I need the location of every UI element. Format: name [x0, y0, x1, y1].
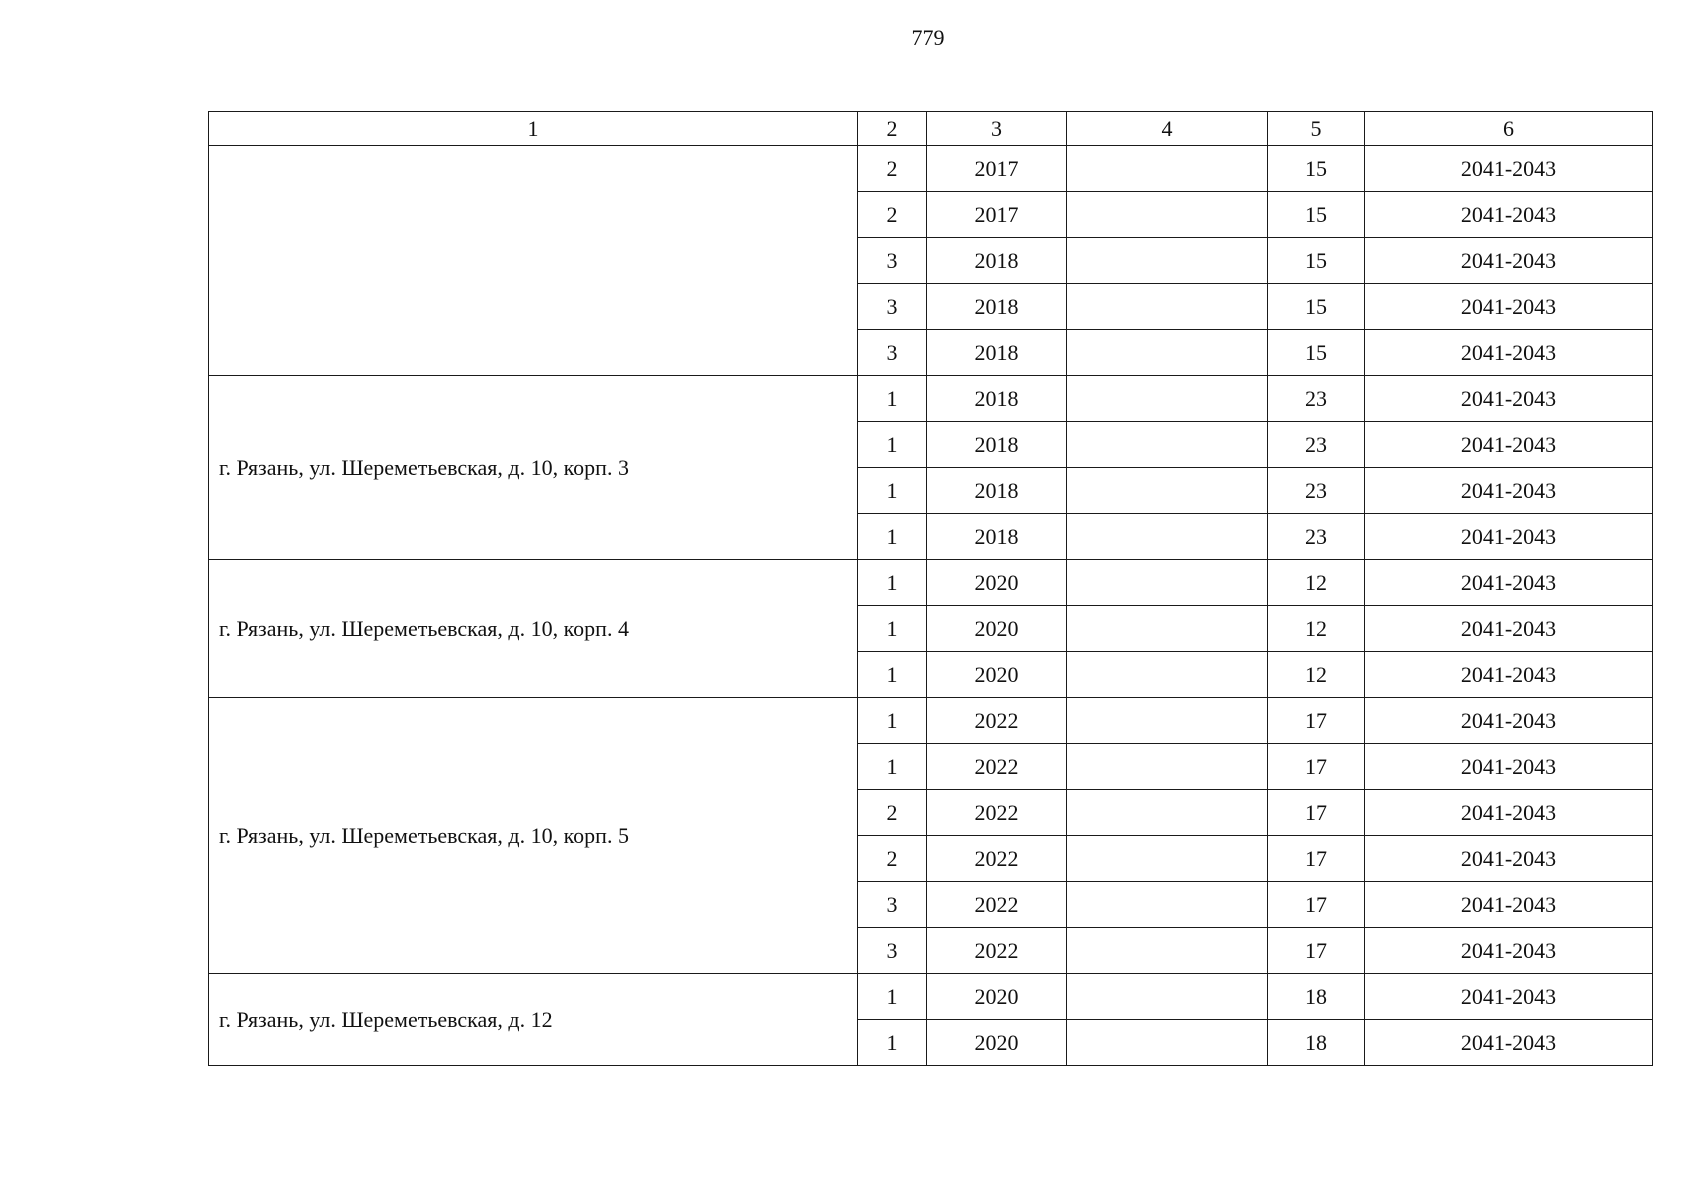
address-cell [209, 146, 858, 376]
cell-col-3: 2022 [927, 744, 1067, 790]
cell-col-4 [1067, 790, 1268, 836]
cell-col-4 [1067, 744, 1268, 790]
cell-col-3: 2020 [927, 1020, 1067, 1066]
cell-col-2: 2 [858, 836, 927, 882]
cell-col-5: 17 [1268, 790, 1365, 836]
cell-col-6: 2041-2043 [1365, 836, 1653, 882]
header-row [209, 112, 1653, 146]
cell-col-2: 1 [858, 560, 927, 606]
address-cell: г. Рязань, ул. Шереметьевская, д. 10, корп. 4 [209, 560, 858, 698]
cell-col-3: 2020 [927, 652, 1067, 698]
cell-col-5: 17 [1268, 882, 1365, 928]
cell-col-6: 2041-2043 [1365, 376, 1653, 422]
cell-col-5: 15 [1268, 238, 1365, 284]
cell-col-6: 2041-2043 [1365, 698, 1653, 744]
cell-col-5: 17 [1268, 744, 1365, 790]
cell-col-3: 2018 [927, 514, 1067, 560]
address-cell: г. Рязань, ул. Шереметьевская, д. 10, корп. 5 [209, 698, 858, 974]
cell-col-2: 2 [858, 790, 927, 836]
cell-col-2: 1 [858, 422, 927, 468]
cell-col-2: 3 [858, 284, 927, 330]
header-col-2: 2 [858, 112, 927, 146]
cell-col-2: 2 [858, 192, 927, 238]
cell-col-2: 1 [858, 974, 927, 1020]
cell-col-5: 23 [1268, 422, 1365, 468]
header-col-1: 1 [209, 112, 858, 146]
cell-col-5: 12 [1268, 652, 1365, 698]
cell-col-2: 1 [858, 606, 927, 652]
cell-col-4 [1067, 192, 1268, 238]
cell-col-3: 2022 [927, 882, 1067, 928]
cell-col-3: 2022 [927, 790, 1067, 836]
cell-col-3: 2017 [927, 192, 1067, 238]
cell-col-4 [1067, 330, 1268, 376]
cell-col-2: 1 [858, 1020, 927, 1066]
table-row [209, 698, 1653, 744]
cell-col-4 [1067, 514, 1268, 560]
table-body [209, 146, 1653, 1066]
cell-col-6: 2041-2043 [1365, 974, 1653, 1020]
address-cell: г. Рязань, ул. Шереметьевская, д. 10, корп. 3 [209, 376, 858, 560]
cell-col-5: 23 [1268, 468, 1365, 514]
cell-col-4 [1067, 468, 1268, 514]
cell-col-5: 17 [1268, 698, 1365, 744]
header-col-3: 3 [927, 112, 1067, 146]
cell-col-2: 3 [858, 330, 927, 376]
cell-col-5: 23 [1268, 514, 1365, 560]
cell-col-2: 1 [858, 376, 927, 422]
cell-col-3: 2022 [927, 836, 1067, 882]
header-col-4: 4 [1067, 112, 1268, 146]
cell-col-5: 12 [1268, 606, 1365, 652]
table-row [209, 560, 1653, 606]
cell-col-3: 2018 [927, 468, 1067, 514]
cell-col-6: 2041-2043 [1365, 606, 1653, 652]
cell-col-3: 2020 [927, 560, 1067, 606]
cell-col-4 [1067, 376, 1268, 422]
cell-col-5: 18 [1268, 974, 1365, 1020]
cell-col-6: 2041-2043 [1365, 284, 1653, 330]
cell-col-5: 23 [1268, 376, 1365, 422]
cell-col-4 [1067, 238, 1268, 284]
cell-col-2: 2 [858, 146, 927, 192]
cell-col-6: 2041-2043 [1365, 238, 1653, 284]
cell-col-2: 1 [858, 652, 927, 698]
cell-col-6: 2041-2043 [1365, 652, 1653, 698]
cell-col-6: 2041-2043 [1365, 422, 1653, 468]
cell-col-6: 2041-2043 [1365, 928, 1653, 974]
cell-col-5: 18 [1268, 1020, 1365, 1066]
table-header [209, 112, 1653, 146]
cell-col-4 [1067, 698, 1268, 744]
cell-col-6: 2041-2043 [1365, 882, 1653, 928]
cell-col-4 [1067, 882, 1268, 928]
table-row [209, 974, 1653, 1020]
cell-col-2: 3 [858, 928, 927, 974]
table-row [209, 376, 1653, 422]
cell-col-3: 2017 [927, 146, 1067, 192]
cell-col-2: 1 [858, 468, 927, 514]
cell-col-2: 1 [858, 514, 927, 560]
cell-col-5: 12 [1268, 560, 1365, 606]
cell-col-6: 2041-2043 [1365, 560, 1653, 606]
address-cell: г. Рязань, ул. Шереметьевская, д. 12 [209, 974, 858, 1066]
cell-col-6: 2041-2043 [1365, 146, 1653, 192]
cell-col-4 [1067, 836, 1268, 882]
cell-col-4 [1067, 974, 1268, 1020]
cell-col-3: 2020 [927, 974, 1067, 1020]
data-table [208, 111, 1653, 1066]
cell-col-6: 2041-2043 [1365, 1020, 1653, 1066]
cell-col-3: 2020 [927, 606, 1067, 652]
cell-col-4 [1067, 1020, 1268, 1066]
cell-col-2: 3 [858, 238, 927, 284]
cell-col-4 [1067, 652, 1268, 698]
cell-col-3: 2022 [927, 698, 1067, 744]
cell-col-3: 2018 [927, 422, 1067, 468]
cell-col-6: 2041-2043 [1365, 514, 1653, 560]
cell-col-5: 15 [1268, 330, 1365, 376]
cell-col-6: 2041-2043 [1365, 330, 1653, 376]
cell-col-4 [1067, 560, 1268, 606]
cell-col-6: 2041-2043 [1365, 790, 1653, 836]
cell-col-3: 2018 [927, 238, 1067, 284]
cell-col-2: 3 [858, 882, 927, 928]
header-col-5: 5 [1268, 112, 1365, 146]
cell-col-5: 15 [1268, 192, 1365, 238]
page-number: 779 [911, 25, 945, 50]
cell-col-3: 2022 [927, 928, 1067, 974]
cell-col-3: 2018 [927, 376, 1067, 422]
cell-col-4 [1067, 928, 1268, 974]
cell-col-5: 15 [1268, 146, 1365, 192]
cell-col-6: 2041-2043 [1365, 192, 1653, 238]
cell-col-5: 15 [1268, 284, 1365, 330]
cell-col-2: 1 [858, 744, 927, 790]
table-row [209, 146, 1653, 192]
cell-col-2: 1 [858, 698, 927, 744]
cell-col-3: 2018 [927, 284, 1067, 330]
header-col-6: 6 [1365, 112, 1653, 146]
cell-col-4 [1067, 146, 1268, 192]
cell-col-4 [1067, 422, 1268, 468]
cell-col-5: 17 [1268, 928, 1365, 974]
cell-col-3: 2018 [927, 330, 1067, 376]
cell-col-6: 2041-2043 [1365, 468, 1653, 514]
cell-col-6: 2041-2043 [1365, 744, 1653, 790]
cell-col-4 [1067, 284, 1268, 330]
cell-col-5: 17 [1268, 836, 1365, 882]
cell-col-4 [1067, 606, 1268, 652]
